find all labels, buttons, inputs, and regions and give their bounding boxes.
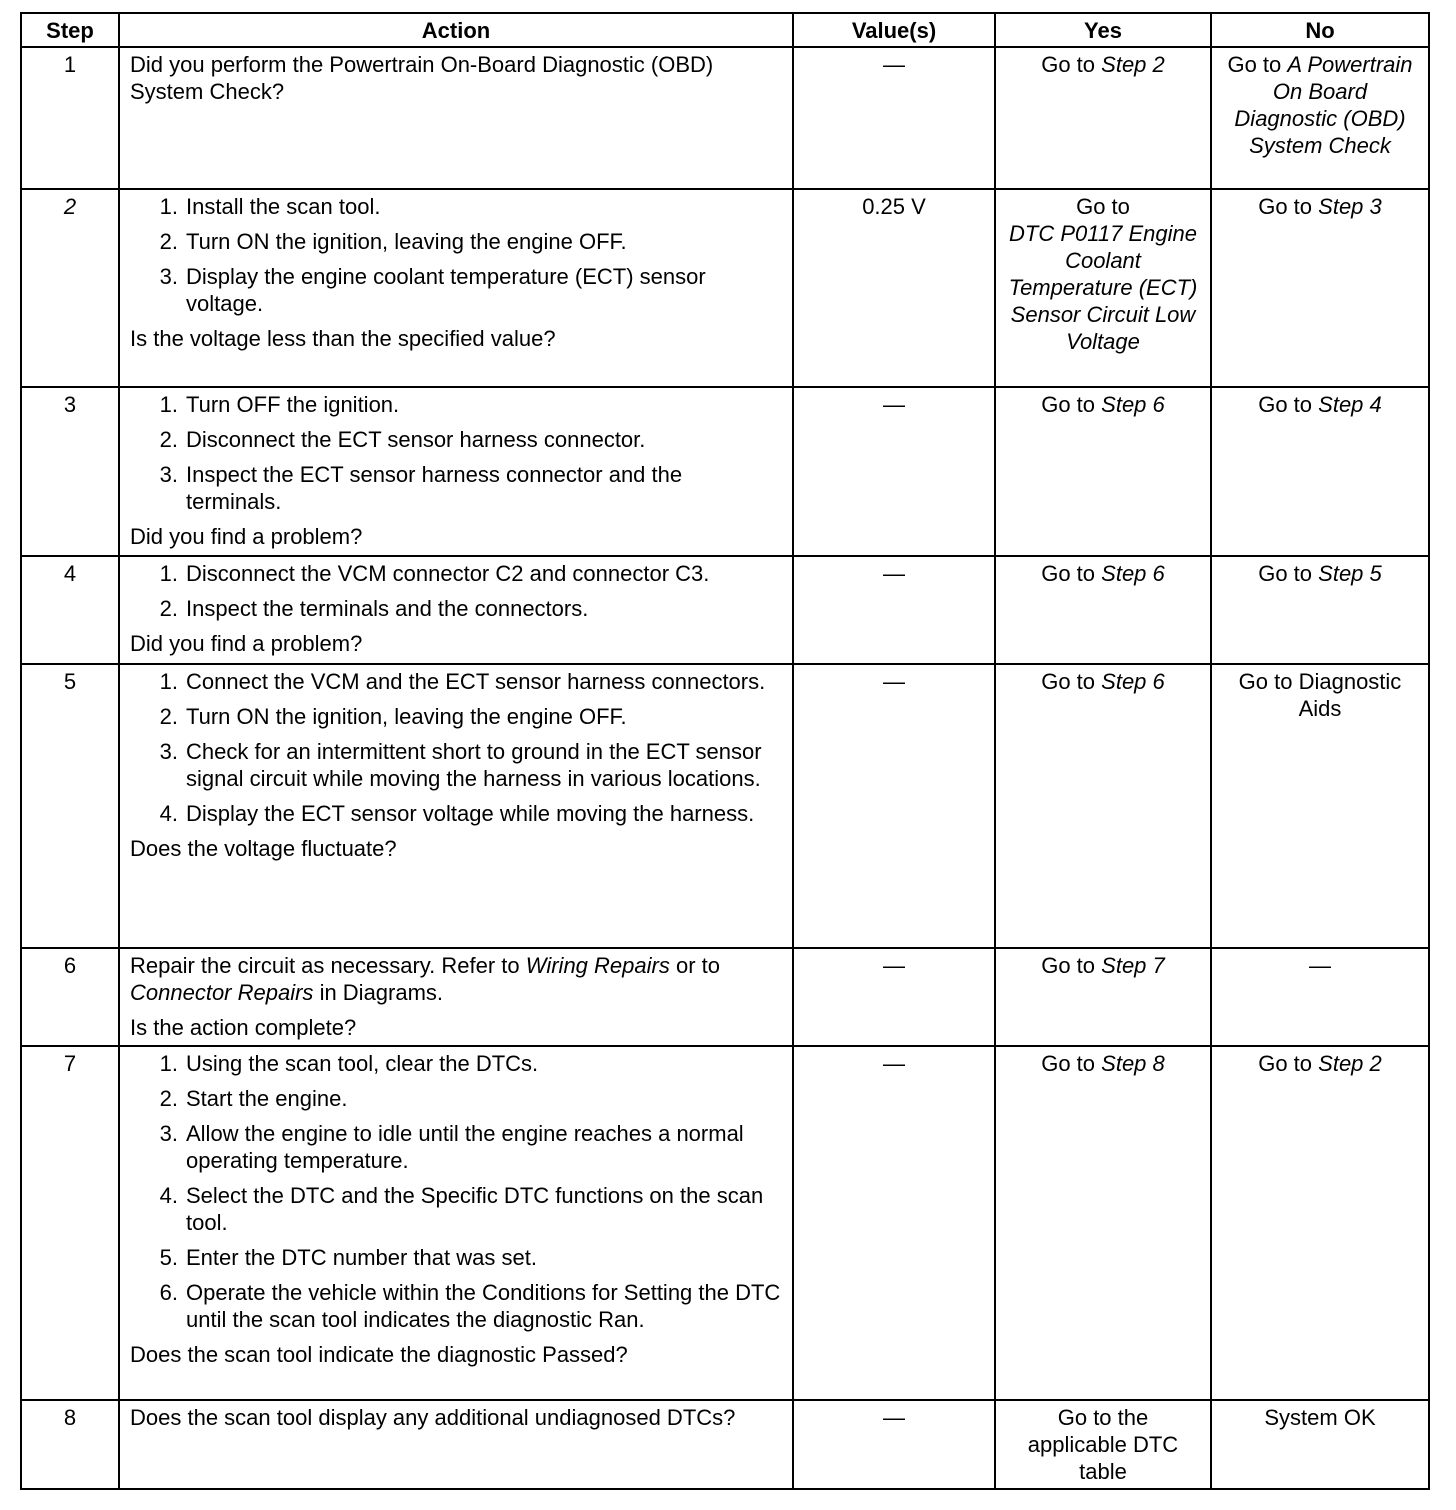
action-step: 6. Operate the vehicle within the Conditions for Setting the DTC until the scan tool indicates the diagnostic Ran. (159, 1280, 781, 1332)
action-step: 2. Inspect the terminals and the connectors. (159, 596, 589, 621)
no-cell (1211, 387, 1429, 556)
action-step: 4. Select the DTC and the Specific DTC functions on the scan tool. (159, 1183, 764, 1235)
yes-cell (995, 189, 1211, 387)
no-cell (1211, 556, 1429, 664)
no-link[interactable]: Go to Diagnostic Aids (1238, 669, 1402, 721)
action-steps (130, 560, 782, 622)
no-cell (1211, 47, 1429, 189)
header-action: Action (119, 13, 793, 47)
value-cell: — (793, 1400, 995, 1489)
action-step: 2. Disconnect the ECT sensor harness connector. (159, 427, 646, 452)
no-link[interactable]: A Powertrain On Board Diagnostic (OBD) System Check (1234, 52, 1413, 158)
yes-link[interactable]: Step 2 (1101, 52, 1165, 77)
yes-link[interactable]: DTC P0117 Engine Coolant Temperature (ECT) Sensor Circuit Low Voltage (1008, 221, 1198, 354)
no-prefix: Go to (1258, 392, 1313, 417)
step-number: 3 (21, 387, 119, 556)
yes-prefix: Go to (1041, 392, 1096, 417)
action-cell (119, 1046, 793, 1400)
table-row (21, 387, 1429, 556)
yes-cell (995, 948, 1211, 1046)
yes-link[interactable]: Step 6 (1101, 392, 1165, 417)
action-cell (119, 556, 793, 664)
yes-prefix: Go to (1041, 1051, 1096, 1076)
action-step: 3. Allow the engine to idle until the engine reaches a normal operating temperature. (159, 1121, 744, 1173)
action-cell (119, 1400, 793, 1489)
yes-cell (995, 664, 1211, 948)
action-question: Does the voltage fluctuate? (130, 836, 397, 861)
table-row (21, 664, 1429, 948)
action-step: 1. Install the scan tool. (159, 194, 381, 219)
action-question: Did you find a problem? (130, 524, 363, 549)
no-prefix: Go to (1258, 194, 1313, 219)
no-prefix: Go to (1258, 561, 1313, 586)
header-yes: Yes (995, 13, 1211, 47)
step-number: 2 (21, 189, 119, 387)
step-number: 8 (21, 1400, 119, 1489)
table-row (21, 47, 1429, 189)
table-row (21, 948, 1429, 1046)
action-text: Does the scan tool display any additional undiagnosed DTCs? (130, 1405, 736, 1430)
no-cell: — (1211, 948, 1429, 1046)
diagnostic-table (20, 12, 1430, 1490)
yes-cell (995, 1400, 1211, 1489)
action-step: 3. Display the engine coolant temperature (ECT) sensor voltage. (159, 264, 706, 316)
table-row (21, 1046, 1429, 1400)
yes-prefix: Go to (1041, 953, 1096, 978)
table-row (21, 556, 1429, 664)
action-question: Did you find a problem? (130, 631, 363, 656)
yes-cell (995, 556, 1211, 664)
action-step: 2. Turn ON the ignition, leaving the engine OFF. (159, 229, 627, 254)
yes-cell (995, 387, 1211, 556)
action-step: 5. Enter the DTC number that was set. (159, 1245, 537, 1270)
yes-prefix: Go to (1076, 194, 1130, 219)
yes-prefix: Go to (1041, 561, 1096, 586)
action-cell (119, 948, 793, 1046)
action-text: Repair the circuit as necessary. Refer to Wiring Repairs or to Connector Repairs in Diagrams. (130, 953, 720, 1005)
action-text: Did you perform the Powertrain On-Board Diagnostic (OBD) System Check? (130, 52, 714, 104)
no-link[interactable]: Step 4 (1318, 392, 1382, 417)
yes-link[interactable]: Step 7 (1101, 953, 1165, 978)
step-number: 6 (21, 948, 119, 1046)
step-number: 1 (21, 47, 119, 189)
value-cell: — (793, 664, 995, 948)
action-step: 1. Disconnect the VCM connector C2 and connector C3. (159, 561, 710, 586)
action-question: Is the voltage less than the specified value? (130, 326, 556, 351)
value-cell: — (793, 556, 995, 664)
action-step: 3. Check for an intermittent short to ground in the ECT sensor signal circuit while moving the harness in various locations. (159, 739, 762, 791)
action-cell (119, 189, 793, 387)
header-no: No (1211, 13, 1429, 47)
no-cell (1211, 1046, 1429, 1400)
value-cell: 0.25 V (793, 189, 995, 387)
action-steps (130, 193, 782, 317)
no-cell (1211, 1400, 1429, 1489)
action-cell (119, 47, 793, 189)
yes-link[interactable]: Step 6 (1101, 561, 1165, 586)
no-prefix: Go to (1258, 1051, 1313, 1076)
no-result: System OK (1264, 1405, 1376, 1430)
action-cell (119, 664, 793, 948)
value-cell: — (793, 47, 995, 189)
yes-prefix: Go to (1041, 52, 1096, 77)
step-number: 7 (21, 1046, 119, 1400)
value-cell: — (793, 948, 995, 1046)
connector-repairs-link[interactable]: Connector Repairs (130, 980, 314, 1005)
action-cell (119, 387, 793, 556)
table-row (21, 1400, 1429, 1489)
action-step: 1. Using the scan tool, clear the DTCs. (159, 1051, 539, 1076)
yes-cell (995, 1046, 1211, 1400)
yes-prefix: Go to (1041, 669, 1096, 694)
no-prefix: Go to (1227, 52, 1282, 77)
action-question: Does the scan tool indicate the diagnostic Passed? (130, 1342, 628, 1367)
action-steps (130, 1050, 782, 1333)
action-steps (130, 668, 782, 827)
action-step: 1. Connect the VCM and the ECT sensor harness connectors. (159, 669, 766, 694)
no-link[interactable]: Step 3 (1318, 194, 1382, 219)
action-steps (130, 391, 782, 515)
action-question: Is the action complete? (130, 1015, 357, 1040)
header-values: Value(s) (793, 13, 995, 47)
value-cell: — (793, 1046, 995, 1400)
header-row (21, 13, 1429, 47)
action-step: 2. Turn ON the ignition, leaving the engine OFF. (159, 704, 627, 729)
action-step: 3. Inspect the ECT sensor harness connector and the terminals. (159, 462, 683, 514)
wiring-repairs-link[interactable]: Wiring Repairs (525, 953, 670, 978)
action-step: 1. Turn OFF the ignition. (159, 392, 400, 417)
step-number: 4 (21, 556, 119, 664)
value-cell: — (793, 387, 995, 556)
action-step: 2. Start the engine. (159, 1086, 348, 1111)
yes-link[interactable]: Step 8 (1101, 1051, 1165, 1076)
header-step: Step (21, 13, 119, 47)
no-cell (1211, 189, 1429, 387)
no-cell (1211, 664, 1429, 948)
yes-cell (995, 47, 1211, 189)
no-link[interactable]: Step 5 (1318, 561, 1382, 586)
table-row (21, 189, 1429, 387)
action-step: 4. Display the ECT sensor voltage while moving the harness. (159, 801, 755, 826)
step-number: 5 (21, 664, 119, 948)
yes-link[interactable]: Step 6 (1101, 669, 1165, 694)
no-link[interactable]: Step 2 (1318, 1051, 1382, 1076)
yes-link[interactable]: Go to the applicable DTC table (1027, 1405, 1179, 1484)
